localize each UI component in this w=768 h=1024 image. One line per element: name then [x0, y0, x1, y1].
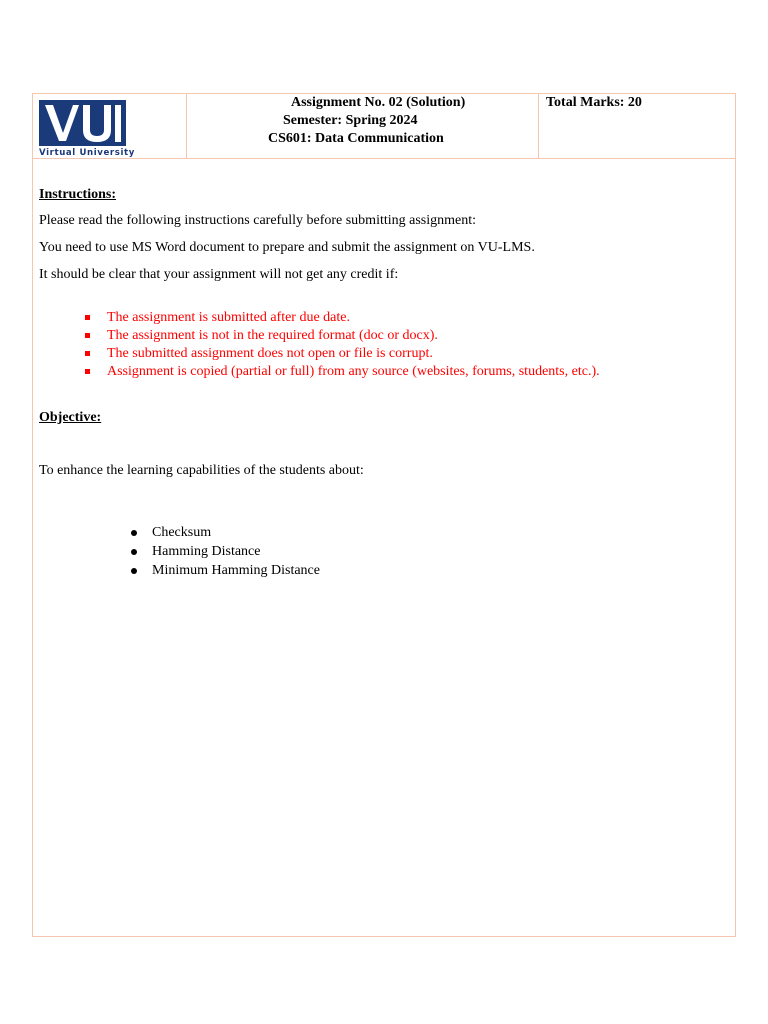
total-marks: Total Marks: 20	[546, 95, 642, 110]
objective-intro: To enhance the learning capabilities of the students about:	[39, 463, 364, 478]
vu-logo-icon	[39, 100, 126, 146]
topic-item: Hamming Distance	[152, 544, 261, 559]
assignment-title: Assignment No. 02 (Solution)	[291, 95, 466, 110]
condition-item: The assignment is not in the required format (doc or docx).	[107, 328, 438, 343]
instruction-line: It should be clear that your assignment will not get any credit if:	[39, 267, 399, 282]
university-logo	[39, 100, 135, 158]
square-bullet-icon	[85, 351, 90, 356]
instructions-heading: Instructions:	[39, 187, 117, 202]
topic-item: Minimum Hamming Distance	[152, 563, 320, 578]
logo-caption: Virtual University	[39, 148, 135, 158]
condition-item: The submitted assignment does not open or file is corrupt.	[107, 346, 433, 361]
header-table	[33, 94, 735, 159]
round-bullet-icon	[131, 530, 137, 536]
title-cell	[187, 94, 539, 158]
objective-heading: Objective:	[39, 410, 102, 425]
semester-line: Semester: Spring 2024	[283, 113, 418, 128]
instruction-line: Please read the following instructions carefully before submitting assignment:	[39, 213, 477, 228]
round-bullet-icon	[131, 568, 137, 574]
square-bullet-icon	[85, 315, 90, 320]
course-line: CS601: Data Communication	[268, 131, 444, 146]
logo-cell	[33, 94, 187, 158]
marks-cell	[539, 94, 735, 158]
condition-item: The assignment is submitted after due date.	[107, 310, 350, 325]
document-page	[32, 93, 736, 937]
square-bullet-icon	[85, 333, 90, 338]
instruction-line: You need to use MS Word document to prepare and submit the assignment on VU-LMS.	[39, 240, 535, 255]
round-bullet-icon	[131, 549, 137, 555]
topic-item: Checksum	[152, 525, 212, 540]
condition-item: Assignment is copied (partial or full) from any source (websites, forums, students, etc.).	[107, 364, 600, 379]
square-bullet-icon	[85, 369, 90, 374]
